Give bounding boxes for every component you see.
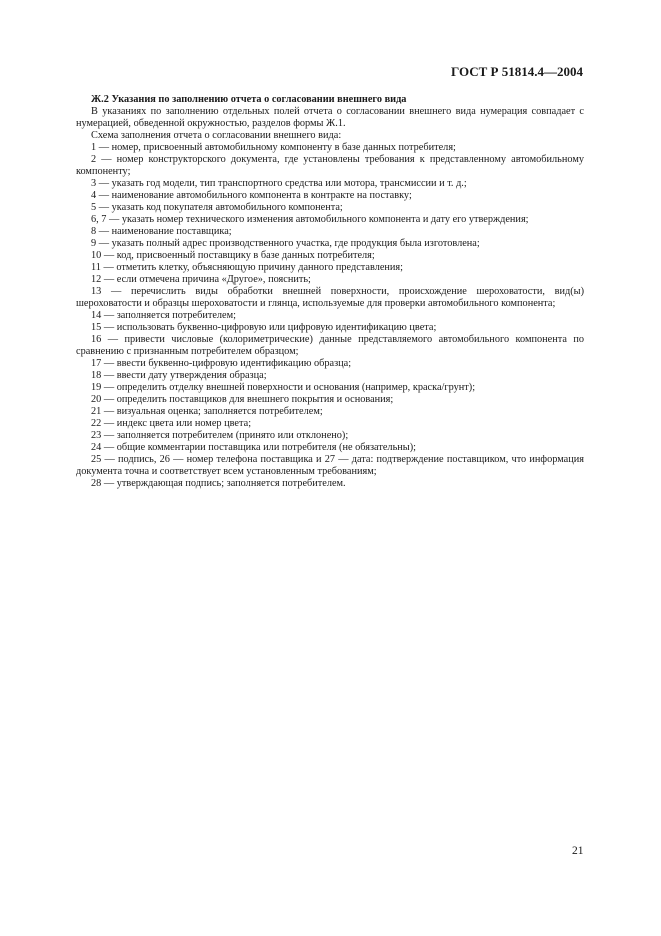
- paragraph: 8 — наименование поставщика;: [91, 226, 232, 237]
- paragraph: 13 — перечислить виды обработки внешней поверхности, происхождение шероховатости, вид(ы) шероховатости и образцы шероховатости и глянца, используемые для проверки автомобильного компонента;: [76, 286, 584, 309]
- paragraph: 23 — заполняется потребителем (принято или отклонено);: [91, 430, 349, 441]
- paragraph: Схема заполнения отчета о согласовании внешнего вида:: [91, 130, 342, 141]
- paragraph: В указаниях по заполнению отдельных полей отчета о согласовании внешнего вида нумерация совпадает с нумерацией, обведенной окружностью, разделов формы Ж.1.: [76, 106, 584, 129]
- paragraph: 11 — отметить клетку, объясняющую причину данного представления;: [91, 262, 404, 273]
- paragraph: 12 — если отмечена причина «Другое», пояснить;: [91, 274, 311, 285]
- document-header: ГОСТ Р 51814.4—2004: [451, 64, 583, 79]
- paragraph: 2 — номер конструкторского документа, где установлены требования к представленному автомобильному компоненту;: [76, 154, 584, 177]
- paragraph: 20 — определить поставщиков для внешнего покрытия и основания;: [91, 394, 394, 405]
- paragraph: 21 — визуальная оценка; заполняется потребителем;: [91, 406, 323, 417]
- paragraph: 14 — заполняется потребителем;: [91, 310, 237, 321]
- paragraph: 28 — утверждающая подпись; заполняется потребителем.: [91, 478, 346, 489]
- paragraph: 18 — ввести дату утверждения образца;: [91, 370, 267, 381]
- paragraph: 17 — ввести буквенно-цифровую идентификацию образца;: [91, 358, 352, 369]
- section-title: Ж.2 Указания по заполнению отчета о согласовании внешнего вида: [91, 94, 407, 105]
- paragraph: 3 — указать год модели, тип транспортного средства или мотора, трансмиссии и т. д.;: [91, 178, 467, 189]
- paragraph: 25 — подпись, 26 — номер телефона поставщика и 27 — дата: подтверждение поставщиком, что информация документа точна и соответствует всем установленным требованиям;: [76, 454, 584, 477]
- paragraph: 16 — привести числовые (колориметрические) данные представляемого автомобильного компонента по сравнению с признанным потребителем образцом;: [76, 334, 584, 357]
- paragraph: 24 — общие комментарии поставщика или потребителя (не обязательны);: [91, 442, 416, 453]
- paragraph: 4 — наименование автомобильного компонента в контракте на поставку;: [91, 190, 412, 201]
- page-number: 21: [572, 845, 584, 857]
- paragraph: 1 — номер, присвоенный автомобильному компоненту в базе данных потребителя;: [91, 142, 456, 153]
- paragraph: 19 — определить отделку внешней поверхности и основания (например, краска/грунт);: [91, 382, 476, 393]
- paragraph: 22 — индекс цвета или номер цвета;: [91, 418, 252, 429]
- paragraph: 15 — использовать буквенно-цифровую или цифровую идентификацию цвета;: [91, 322, 437, 333]
- paragraph: 5 — указать код покупателя автомобильного компонента;: [91, 202, 343, 213]
- paragraph: 6, 7 — указать номер технического изменения автомобильного компонента и дату его утверждения;: [91, 214, 529, 225]
- paragraph-list: [76, 106, 584, 490]
- document-body: [76, 94, 584, 490]
- paragraph: 9 — указать полный адрес производственного участка, где продукция была изготовлена;: [91, 238, 480, 249]
- paragraph: 10 — код, присвоенный поставщику в базе данных потребителя;: [91, 250, 375, 261]
